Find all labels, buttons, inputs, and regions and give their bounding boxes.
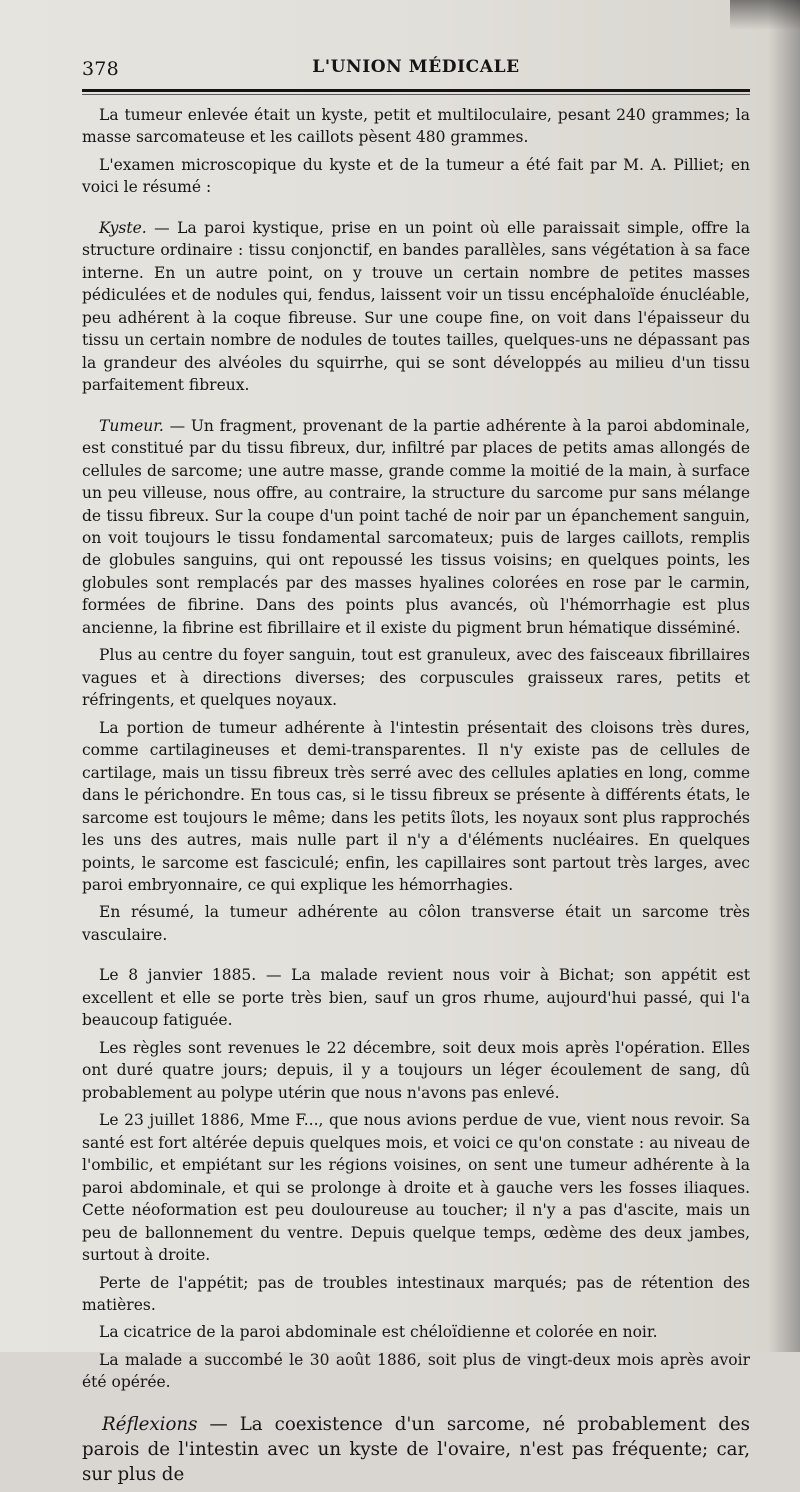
- article-body: [82, 104, 750, 1492]
- paragraph-deces: [82, 1349, 750, 1394]
- paragraph-text: Le 23 juillet 1886, Mme F..., que nous avions perdue de vue, vient nous revoir. Sa santé est fort altérée depuis quelques mois, et voici ce qu'on constate : au niveau de l'ombilic, et empiétant sur les régions voisines, on sent une tumeur adhérente à la paroi abdominale, et qui se prolonge à droite et à gauche vers les fosses iliaques. Cette néoformation est peu douloureuse au toucher; il n'y a pas d'ascite, mais un peu de ballonnement du ventre. Depuis quelque temps, œdème des deux jambes, surtout à droite.: [82, 1111, 750, 1265]
- header-rule-thin: [82, 94, 750, 95]
- paragraph-text: — La paroi kystique, prise en un point où elle paraissait simple, offre la structure ordinaire : tissu conjonctif, en bandes parallèles, sans végétation à sa face interne. En un autre point, on y trouve un certain nombre de petites masses pédiculées et de nodules qui, fendus, laissent voir un tissu encéphaloïde énucléable, peu adhérent à la coque fibreuse. Sur une coupe fine, on voit dans l'épaisseur du tissu un certain nombre de nodules de toutes tailles, quelques-uns ne dépassant pas la grandeur des alvéoles du squirrhe, qui se sont développés au milieu d'un tissu parfaitement fibreux.: [82, 218, 750, 395]
- paragraph-reflexions: [82, 1412, 750, 1487]
- paragraph-text: La malade a succombé le 30 août 1886, soit plus de vingt-deux mois après avoir été opérée.: [82, 1350, 750, 1392]
- paragraph-text: Plus au centre du foyer sanguin, tout est granuleux, avec des faisceaux fibrillaires vagues et à directions diverses; des corpuscules graisseux rares, petits et réfringents, et quelques noyaux.: [82, 646, 750, 710]
- paragraph-lead: Tumeur.: [99, 416, 164, 435]
- paragraph-resume: [82, 901, 750, 946]
- paragraph-cicatrice: [82, 1321, 750, 1343]
- paragraph-foyer-sanguin: [82, 644, 750, 711]
- paragraph-kyste: [82, 217, 750, 397]
- paragraph-text: La cicatrice de la paroi abdominale est chéloïdienne et colorée en noir.: [99, 1323, 658, 1342]
- journal-title: L'UNION MÉDICALE: [312, 57, 520, 77]
- paragraph-text: Les règles sont revenues le 22 décembre, soit deux mois après l'opération. Elles ont duré quatre jours; depuis, il y a toujours un léger écoulement de sang, dû probablement au polype utérin que nous n'avons pas enlevé.: [82, 1038, 750, 1102]
- paragraph-portion-intestin: [82, 717, 750, 897]
- page-number: 378: [82, 58, 119, 80]
- page-edge-shadow: [768, 0, 800, 1352]
- paragraph-tumeur: [82, 415, 750, 640]
- paragraph-regles: [82, 1037, 750, 1104]
- paragraph-text: En résumé, la tumeur adhérente au côlon transverse était un sarcome très vasculaire.: [82, 903, 750, 944]
- paragraph-examen: [82, 154, 750, 199]
- paragraph-text: — Un fragment, provenant de la partie adhérente à la paroi abdominale, est constitué par du tissu fibreux, dur, infiltré par places de petits amas allongés de cellules de sarcome; une autre masse, grande comme la moitié de la main, à surface un peu villeuse, nous offre, au contraire, la structure du sarcome pur sans mélange de tissu fibreux. Sur la coupe d'un point taché de noir par un épanchement sanguin, on voit toujours le tissu fondamental sarcomateux; puis de larges caillots, remplis de globules sanguins, qui ont repoussé les tissus voisins; en quelques points, les globules sont remplacés par des masses hyalines colorées en rose par le carmin, formées de fibrine. Dans des points plus avancés, où l'hémorrhagie est plus ancienne, la fibrine est fibrillaire et il existe du pigment brun hématique disséminé.: [82, 416, 750, 637]
- paragraph-janvier: [82, 964, 750, 1031]
- paragraph-tumeur-enlevee: [82, 104, 750, 149]
- header-rule: [82, 89, 750, 92]
- paragraph-text: La tumeur enlevée était un kyste, petit et multiloculaire, pesant 240 grammes; la masse sarcomateuse et les caillots pèsent 480 grammes.: [82, 106, 750, 147]
- page-header: [82, 54, 750, 84]
- paragraph-text: La portion de tumeur adhérente à l'intestin présentait des cloisons très dures, comme cartilagineuses et demi-transparentes. Il n'y existe pas de cellules de cartilage, mais un tissu fibreux très serré avec des cellules aplaties en long, comme dans le périchondre. En tous cas, si le tissu fibreux se présente à différents états, le sarcome est toujours le même; dans les petits îlots, les noyaux sont plus rapprochés les uns des autres, mais nulle part il n'y a d'éléments nucléaires. En quelques points, le sarcome est fasciculé; enfin, les capillaires sont partout très larges, avec paroi embryonnaire, ce qui explique les hémorrhagies.: [82, 718, 750, 894]
- paragraph-lead: Réflexions: [102, 1413, 198, 1435]
- paragraph-juillet: [82, 1109, 750, 1266]
- paragraph-text: Le 8 janvier 1885. — La malade revient nous voir à Bichat; son appétit est excellent et elle se porte très bien, sauf un gros rhume, aujourd'hui passé, qui l'a beaucoup fatiguée.: [82, 966, 750, 1030]
- paragraph-appetit: [82, 1272, 750, 1317]
- corner-shadow: [730, 0, 800, 30]
- paragraph-lead: Kyste.: [99, 218, 147, 237]
- paragraph-text: Perte de l'appétit; pas de troubles intestinaux marqués; pas de rétention des matières.: [82, 1273, 750, 1314]
- paragraph-text: — La coexistence d'un sarcome, né probablement des parois de l'intestin avec un kyste de l'ovaire, n'est pas fréquente; car, sur plus de: [82, 1413, 750, 1486]
- paragraph-text: L'examen microscopique du kyste et de la tumeur a été fait par M. A. Pilliet; en voici le résumé :: [82, 155, 750, 197]
